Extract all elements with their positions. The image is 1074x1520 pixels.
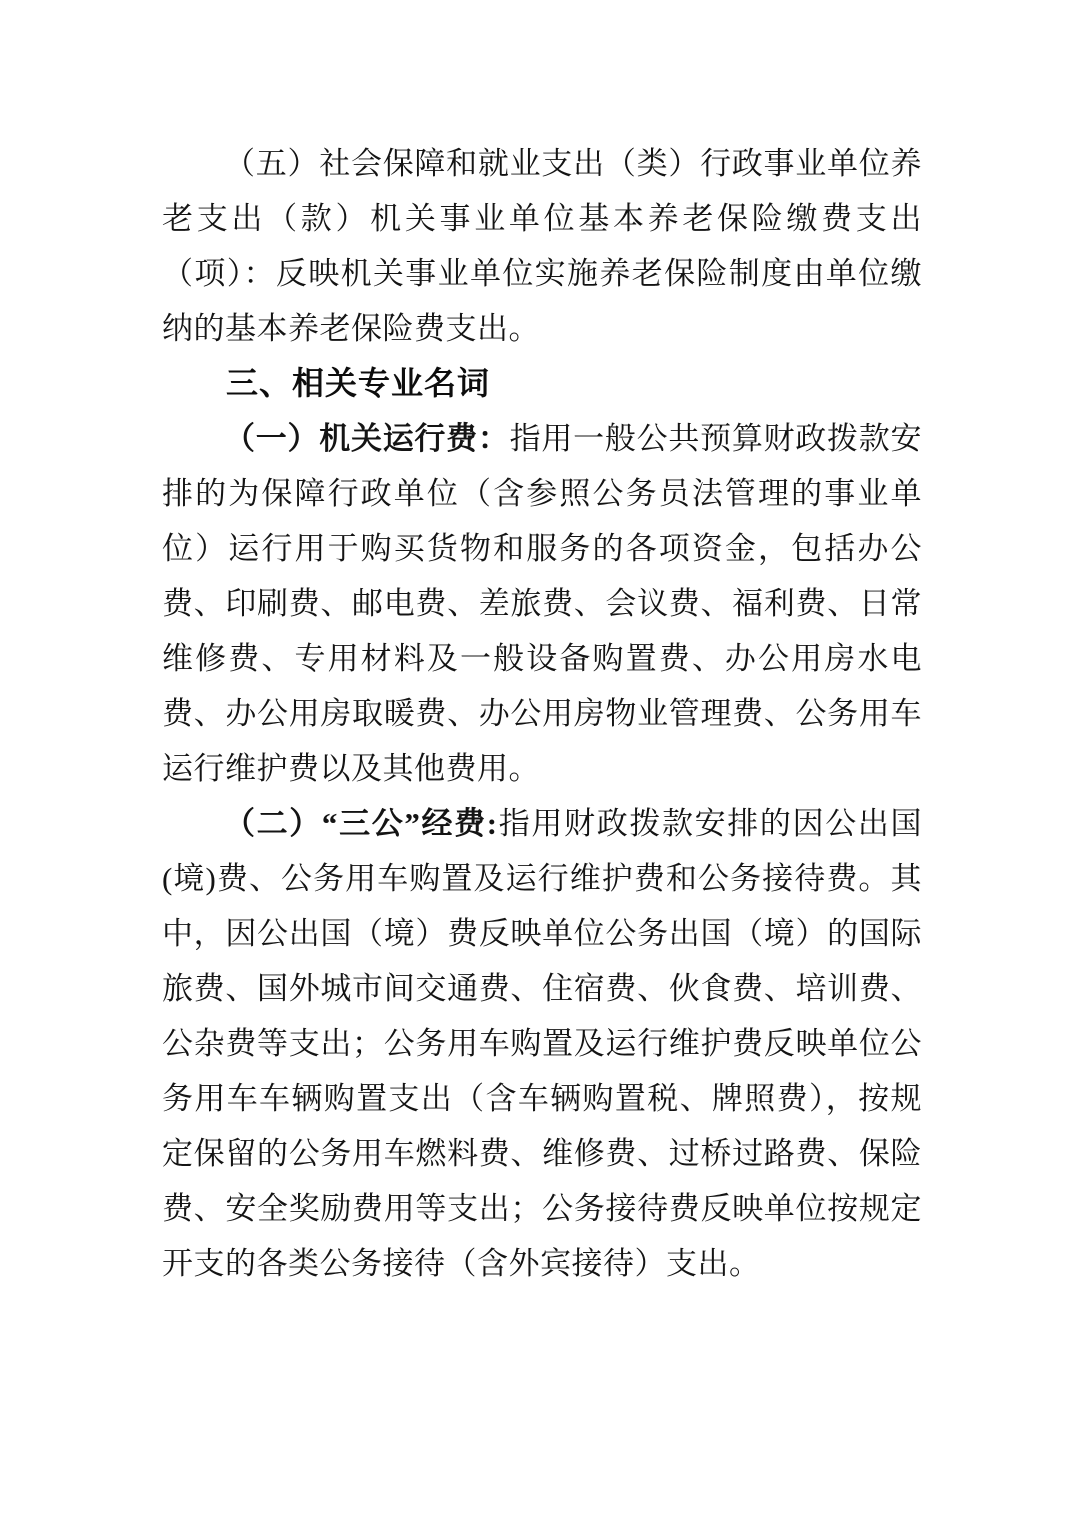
paragraph-term-agency-operating-fee	[162, 411, 922, 796]
paragraph-social-security-item5: （五）社会保障和就业支出（类）行政事业单位养老支出（款）机关事业单位基本养老保险缴费支出（项）：反映机关事业单位实施养老保险制度由单位缴纳的基本养老保险费支出。	[162, 146, 922, 346]
term-label-three-public-funds: （二）“三公”经费:	[224, 806, 498, 841]
term-definition-agency-operating-fee: 指用一般公共预算财政拨款安排的为保障行政单位（含参照公务员法管理的事业单位）运行用于购买货物和服务的各项资金，包括办公费、印刷费、邮电费、差旅费、会议费、福利费、日常维修费、专用材料及一般设备购置费、办公用房水电费、办公用房取暖费、办公用房物业管理费、公务用车运行维护费以及其他费用。	[162, 421, 923, 786]
term-label-agency-operating-fee: （一）机关运行费：	[224, 421, 510, 456]
term-definition-three-public-funds: 指用财政拨款安排的因公出国(境)费、公务用车购置及运行维护费和公务接待费。其中，因公出国（境）费反映单位公务出国（境）的国际旅费、国外城市间交通费、住宿费、伙食费、培训费、公杂费等支出；公务用车购置及运行维护费反映单位公务用车车辆购置支出（含车辆购置税、牌照费），按规定保留的公务用车燃料费、维修费、过桥过路费、保险费、安全奖励费用等支出；公务接待费反映单位按规定开支的各类公务接待（含外宾接待）支出。	[162, 806, 922, 1281]
document-content	[162, 136, 922, 1291]
paragraph-term-three-public-funds	[162, 796, 922, 1291]
section-heading-related-terms: 三、相关专业名词	[226, 365, 491, 401]
